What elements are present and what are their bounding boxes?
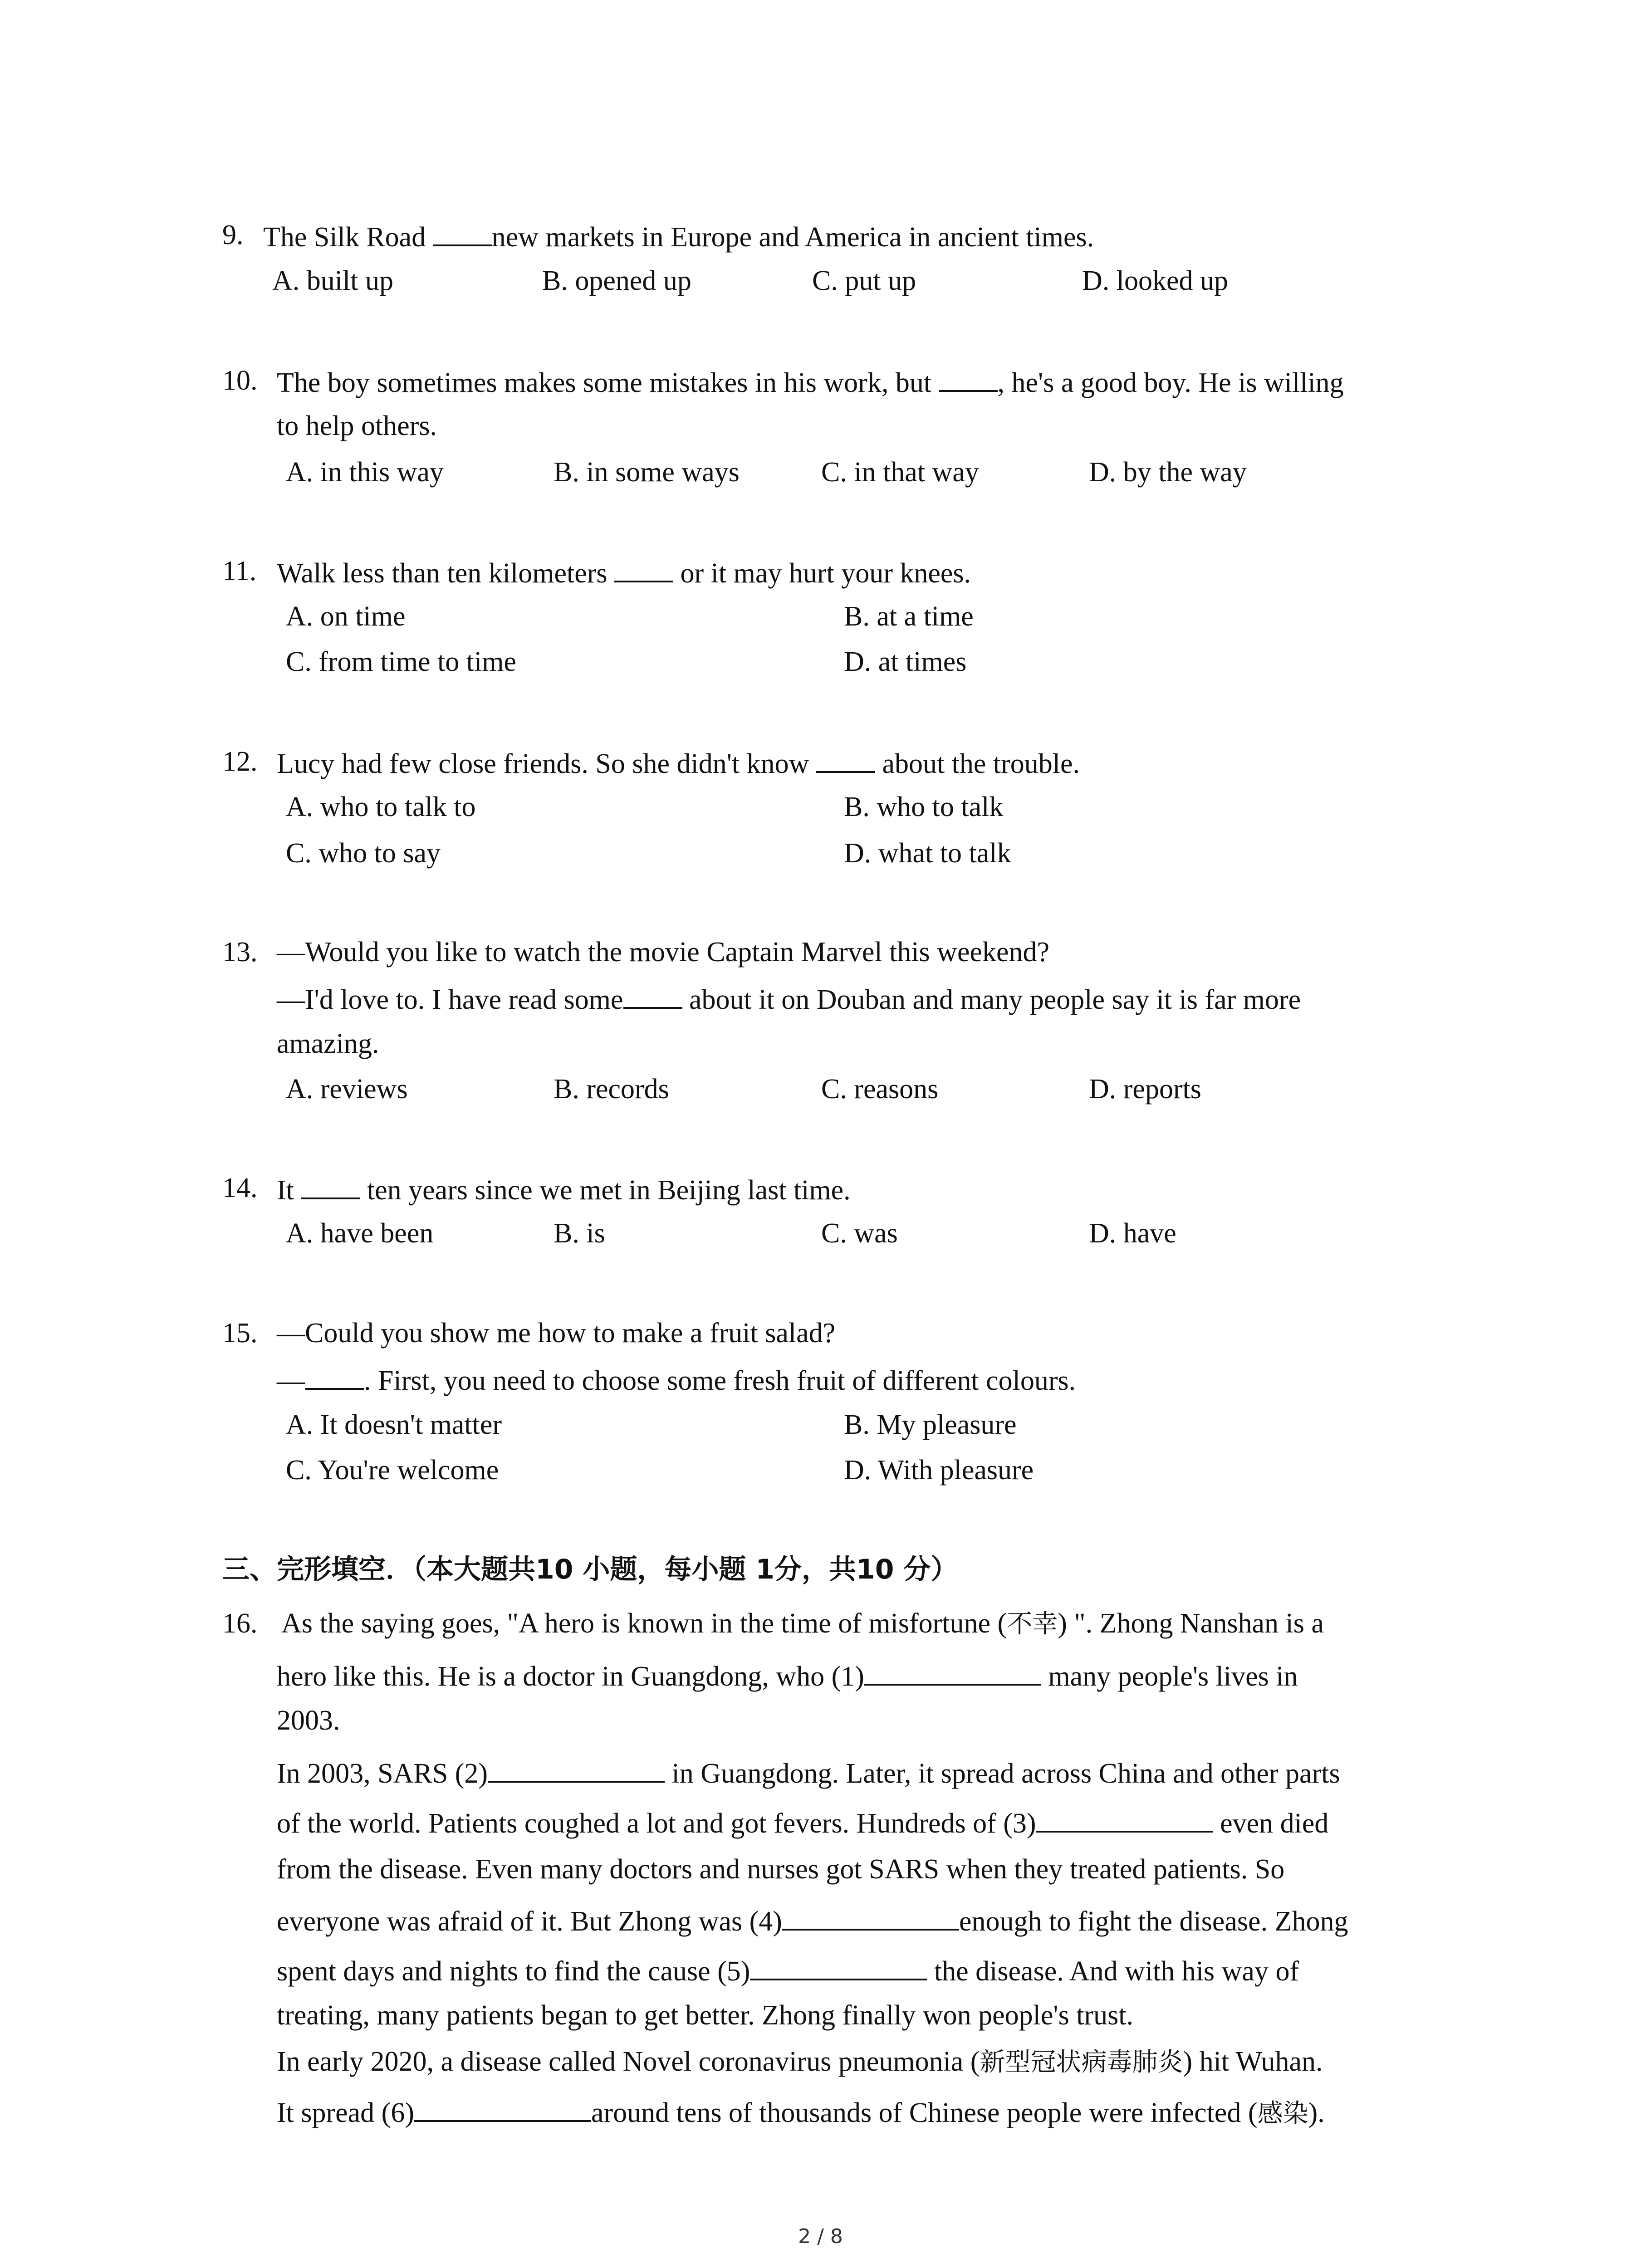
question-12-stem-part1: Lucy had few close friends. So she didn't know bbox=[277, 748, 816, 779]
question-10-stem-continued: to help others. bbox=[277, 411, 437, 441]
question-13-line-1: —Would you like to watch the movie Captain Marvel this weekend? bbox=[277, 937, 1050, 968]
question-15-line-2-part1: — bbox=[277, 1365, 305, 1396]
question-13-option-a: A. reviews bbox=[286, 1074, 408, 1105]
question-14-option-d: D. have bbox=[1089, 1218, 1176, 1249]
passage-line-4-part2: in Guangdong. Later, it spread across China and other parts bbox=[665, 1758, 1340, 1789]
question-14-stem bbox=[277, 1174, 851, 1204]
passage-line-7 bbox=[277, 1905, 1348, 1936]
question-10-option-a: A. in this way bbox=[286, 457, 444, 488]
question-11-option-c: C. from time to time bbox=[286, 646, 516, 677]
question-12-stem bbox=[277, 748, 1080, 778]
question-14-option-a: A. have been bbox=[286, 1218, 434, 1249]
question-10-number: 10. bbox=[222, 365, 258, 396]
question-12-option-b: B. who to talk bbox=[844, 792, 1004, 822]
answer-blank bbox=[623, 983, 682, 1009]
question-14-option-c: C. was bbox=[821, 1218, 898, 1249]
question-10-stem bbox=[277, 367, 1344, 397]
question-15-option-d: D. With pleasure bbox=[844, 1455, 1034, 1486]
answer-blank bbox=[433, 221, 492, 246]
question-13-line-2-part2: about it on Douban and many people say it is far more bbox=[682, 984, 1301, 1015]
question-12-option-a: A. who to talk to bbox=[286, 792, 476, 822]
question-11-number: 11. bbox=[222, 556, 257, 587]
question-11-option-b: B. at a time bbox=[844, 601, 974, 632]
passage-line-8-part2: the disease. And with his way of bbox=[927, 1956, 1299, 1987]
passage-line-1-chinese: 不幸 bbox=[1007, 1609, 1058, 1639]
passage-line-11-part1: It spread (6) bbox=[277, 2097, 414, 2128]
question-15-option-a: A. It doesn't matter bbox=[286, 1409, 502, 1440]
passage-line-5 bbox=[277, 1807, 1328, 1838]
passage-line-2-part1: hero like this. He is a doctor in Guangdong, who (1) bbox=[277, 1661, 864, 1692]
passage-line-2-part2: many people's lives in bbox=[1041, 1661, 1298, 1692]
question-9-stem-part1: The Silk Road bbox=[263, 222, 433, 253]
passage-line-5-part1: of the world. Patients coughed a lot and got fevers. Hundreds of (3) bbox=[277, 1808, 1036, 1839]
question-13-line-2 bbox=[277, 983, 1301, 1014]
passage-line-8 bbox=[277, 1955, 1299, 1985]
question-9-option-a: A. built up bbox=[272, 265, 393, 296]
question-13-option-d: D. reports bbox=[1089, 1074, 1201, 1105]
question-11-stem bbox=[277, 557, 971, 587]
question-10-stem-part1: The boy sometimes makes some mistakes in his work, but bbox=[277, 367, 939, 398]
question-13-line-3: amazing. bbox=[277, 1028, 379, 1059]
passage-line-11-chinese: 感染 bbox=[1257, 2099, 1308, 2128]
question-9-stem bbox=[263, 221, 1094, 251]
question-13-number: 13. bbox=[222, 937, 258, 968]
passage-line-4 bbox=[277, 1757, 1340, 1788]
question-14-option-b: B. is bbox=[554, 1218, 605, 1249]
passage-line-11-part2: around tens of thousands of Chinese people were infected ( bbox=[591, 2097, 1258, 2128]
question-10-option-c: C. in that way bbox=[821, 457, 979, 488]
passage-line-7-part1: everyone was afraid of it. But Zhong was (4) bbox=[277, 1906, 782, 1937]
cloze-blank-6 bbox=[414, 2097, 591, 2122]
question-14-number: 14. bbox=[222, 1173, 258, 1203]
passage-line-1 bbox=[281, 1609, 1324, 1637]
passage-line-11 bbox=[277, 2097, 1325, 2127]
cloze-blank-5 bbox=[750, 1955, 927, 1980]
answer-blank bbox=[816, 748, 875, 773]
passage-line-1-part2: ) ". Zhong Nanshan is a bbox=[1058, 1608, 1324, 1639]
cloze-blank-2 bbox=[488, 1757, 665, 1783]
question-9-number: 9. bbox=[222, 220, 244, 250]
question-14-stem-part1: It bbox=[277, 1175, 301, 1206]
question-13-option-b: B. records bbox=[554, 1074, 669, 1105]
question-15-option-c: C. You're welcome bbox=[286, 1455, 499, 1486]
passage-line-2 bbox=[277, 1660, 1298, 1691]
question-12-option-c: C. who to say bbox=[286, 838, 441, 869]
question-11-option-a: A. on time bbox=[286, 601, 406, 632]
question-15-line-1: —Could you show me how to make a fruit salad? bbox=[277, 1318, 836, 1349]
answer-blank bbox=[301, 1174, 360, 1199]
question-10-stem-part2: , he's a good boy. He is willing bbox=[997, 367, 1344, 398]
question-12-option-d: D. what to talk bbox=[844, 838, 1011, 869]
question-15-number: 15. bbox=[222, 1318, 258, 1349]
question-10-option-b: B. in some ways bbox=[554, 457, 740, 488]
passage-line-10-chinese: 新型冠状病毒肺炎 bbox=[980, 2048, 1183, 2077]
question-13-option-c: C. reasons bbox=[821, 1074, 939, 1105]
passage-line-8-part1: spent days and nights to find the cause (5) bbox=[277, 1956, 750, 1987]
question-15-option-b: B. My pleasure bbox=[844, 1409, 1017, 1440]
passage-line-10-part1: In early 2020, a disease called Novel coronavirus pneumonia ( bbox=[277, 2046, 980, 2077]
question-16-number: 16. bbox=[222, 1608, 258, 1639]
passage-line-1-part1: As the saying goes, "A hero is known in the time of misfortune ( bbox=[281, 1608, 1007, 1639]
question-15-line-2-part2: . First, you need to choose some fresh fruit of different colours. bbox=[364, 1365, 1076, 1396]
passage-line-6: from the disease. Even many doctors and nurses got SARS when they treated patients. So bbox=[277, 1854, 1285, 1885]
passage-line-11-part3: ). bbox=[1308, 2097, 1325, 2128]
question-10-option-d: D. by the way bbox=[1089, 457, 1247, 488]
passage-line-9: treating, many patients began to get better. Zhong finally won people's trust. bbox=[277, 2000, 1133, 2031]
section-heading-cloze: 三、完形填空．（本大题共10 小题，每小题 1分，共10 分） bbox=[222, 1554, 958, 1585]
question-14-stem-part2: ten years since we met in Beijing last time. bbox=[360, 1175, 851, 1206]
question-11-stem-part1: Walk less than ten kilometers bbox=[277, 558, 614, 589]
passage-line-7-part2: enough to fight the disease. Zhong bbox=[959, 1906, 1348, 1937]
question-9-option-b: B. opened up bbox=[542, 265, 691, 296]
cloze-blank-1 bbox=[864, 1660, 1041, 1686]
question-12-stem-part2: about the trouble. bbox=[875, 748, 1080, 779]
cloze-blank-4 bbox=[782, 1905, 959, 1931]
question-9-option-c: C. put up bbox=[812, 265, 916, 296]
question-11-option-d: D. at times bbox=[844, 646, 967, 677]
passage-line-10-part2: ) hit Wuhan. bbox=[1183, 2046, 1323, 2077]
passage-line-4-part1: In 2003, SARS (2) bbox=[277, 1758, 488, 1789]
question-9-option-d: D. looked up bbox=[1082, 265, 1229, 296]
question-11-stem-part2: or it may hurt your knees. bbox=[673, 558, 971, 589]
answer-blank bbox=[614, 557, 673, 582]
page-number: 2 / 8 bbox=[798, 2225, 843, 2248]
passage-line-10 bbox=[277, 2048, 1323, 2076]
answer-blank bbox=[305, 1364, 364, 1390]
question-13-line-2-part1: —I'd love to. I have read some bbox=[277, 984, 623, 1015]
cloze-blank-3 bbox=[1036, 1807, 1213, 1833]
answer-blank bbox=[939, 367, 998, 392]
question-9-stem-part2: new markets in Europe and America in ancient times. bbox=[491, 222, 1094, 253]
passage-line-3: 2003. bbox=[277, 1705, 340, 1736]
question-12-number: 12. bbox=[222, 746, 258, 777]
passage-line-5-part2: even died bbox=[1213, 1808, 1329, 1839]
question-15-line-2 bbox=[277, 1364, 1076, 1395]
